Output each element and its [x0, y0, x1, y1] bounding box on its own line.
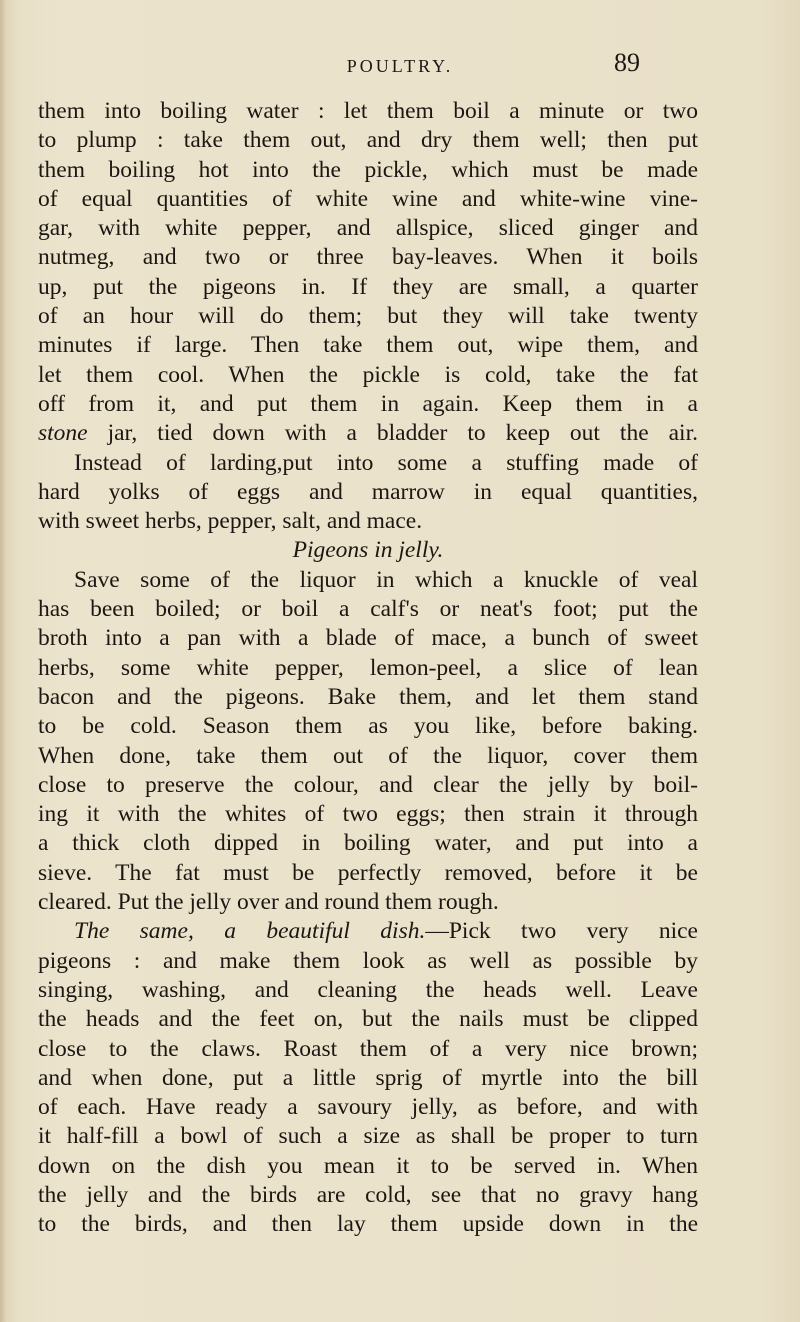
running-title: POULTRY.	[346, 56, 454, 76]
text-line: and when done, put a little sprig of myrtle into the bill	[38, 1064, 698, 1091]
text-line: of equal quantities of white wine and white-wine vine-	[38, 185, 698, 212]
text-line: bacon and the pigeons. Bake them, and let them stand	[38, 683, 698, 710]
text-line: pigeons : and make them look as well as possible by	[38, 947, 698, 974]
text-line	[38, 419, 698, 448]
text-line: the heads and the feet on, but the nails must be clipped	[38, 1006, 698, 1033]
text-line: it half-fill a bowl of such a size as shall be proper to turn	[38, 1123, 698, 1150]
text-line: has been boiled; or boil a calf's or neat's foot; put the	[38, 596, 698, 623]
text-line: to the birds, and then lay them upside down in the	[38, 1211, 698, 1238]
text-line: hard yolks of eggs and marrow in equal quantities,	[38, 478, 698, 505]
text-line: of each. Have ready a savoury jelly, as before, and with	[38, 1094, 698, 1121]
running-head	[0, 36, 800, 76]
text-line: close to the claws. Roast them of a very nice brown;	[38, 1035, 698, 1062]
text-line: a thick cloth dipped in boiling water, and put into a	[38, 830, 698, 857]
text-line: them into boiling water : let them boil a minute or two	[38, 98, 698, 124]
text-line	[38, 917, 698, 946]
text-line: cleared. Put the jelly over and round them rough.	[38, 889, 499, 916]
text-line: Instead of larding,put into some a stuffing made of	[74, 449, 698, 476]
text-line: of an hour will do them; but they will take twenty	[38, 303, 698, 330]
text-line: down on the dish you mean it to be served in. When	[38, 1152, 698, 1179]
body-text	[38, 97, 698, 1240]
text-line: Save some of the liquor in which a knuckle of veal	[74, 566, 698, 593]
text-line: to be cold. Season them as you like, before baking.	[38, 713, 698, 740]
text-line: singing, washing, and cleaning the heads well. Leave	[38, 976, 698, 1003]
text-line: gar, with white pepper, and allspice, sliced ginger and	[38, 215, 698, 242]
text-line: them boiling hot into the pickle, which must be made	[38, 156, 698, 183]
section-heading: Pigeons in jelly.	[292, 537, 444, 564]
page-number: 89	[614, 48, 640, 77]
text-line: the jelly and the birds are cold, see that no gravy hang	[38, 1181, 698, 1208]
text-line: off from it, and put them in again. Keep them in a	[38, 390, 698, 417]
text-line: ing it with the whites of two eggs; then strain it through	[38, 801, 698, 828]
italic-word: stone	[38, 420, 88, 447]
text-line: close to preserve the colour, and clear the jelly by boil-	[38, 771, 698, 798]
text-line: When done, take them out of the liquor, cover them	[38, 742, 698, 769]
italic-subheading: The same, a beautiful dish.	[74, 918, 426, 945]
text-line-rest: —Pick two very nice	[425, 918, 698, 945]
text-line: broth into a pan with a blade of mace, a bunch of sweet	[38, 625, 698, 652]
text-line: with sweet herbs, pepper, salt, and mace.	[38, 508, 423, 535]
text-line: to plump : take them out, and dry them well; then put	[38, 127, 698, 154]
text-line: let them cool. When the pickle is cold, take the fat	[38, 361, 698, 388]
text-line: sieve. The fat must be perfectly removed, before it be	[38, 859, 698, 886]
text-line: up, put the pigeons in. If they are small, a quarter	[38, 273, 698, 300]
text-line: minutes if large. Then take them out, wipe them, and	[38, 332, 698, 359]
text-line: nutmeg, and two or three bay-leaves. When it boils	[38, 244, 698, 271]
text-line: herbs, some white pepper, lemon-peel, a slice of lean	[38, 654, 698, 681]
page-spine-edge	[0, 0, 6, 1322]
text-line-rest: jar, tied down with a bladder to keep out the air.	[87, 420, 698, 447]
